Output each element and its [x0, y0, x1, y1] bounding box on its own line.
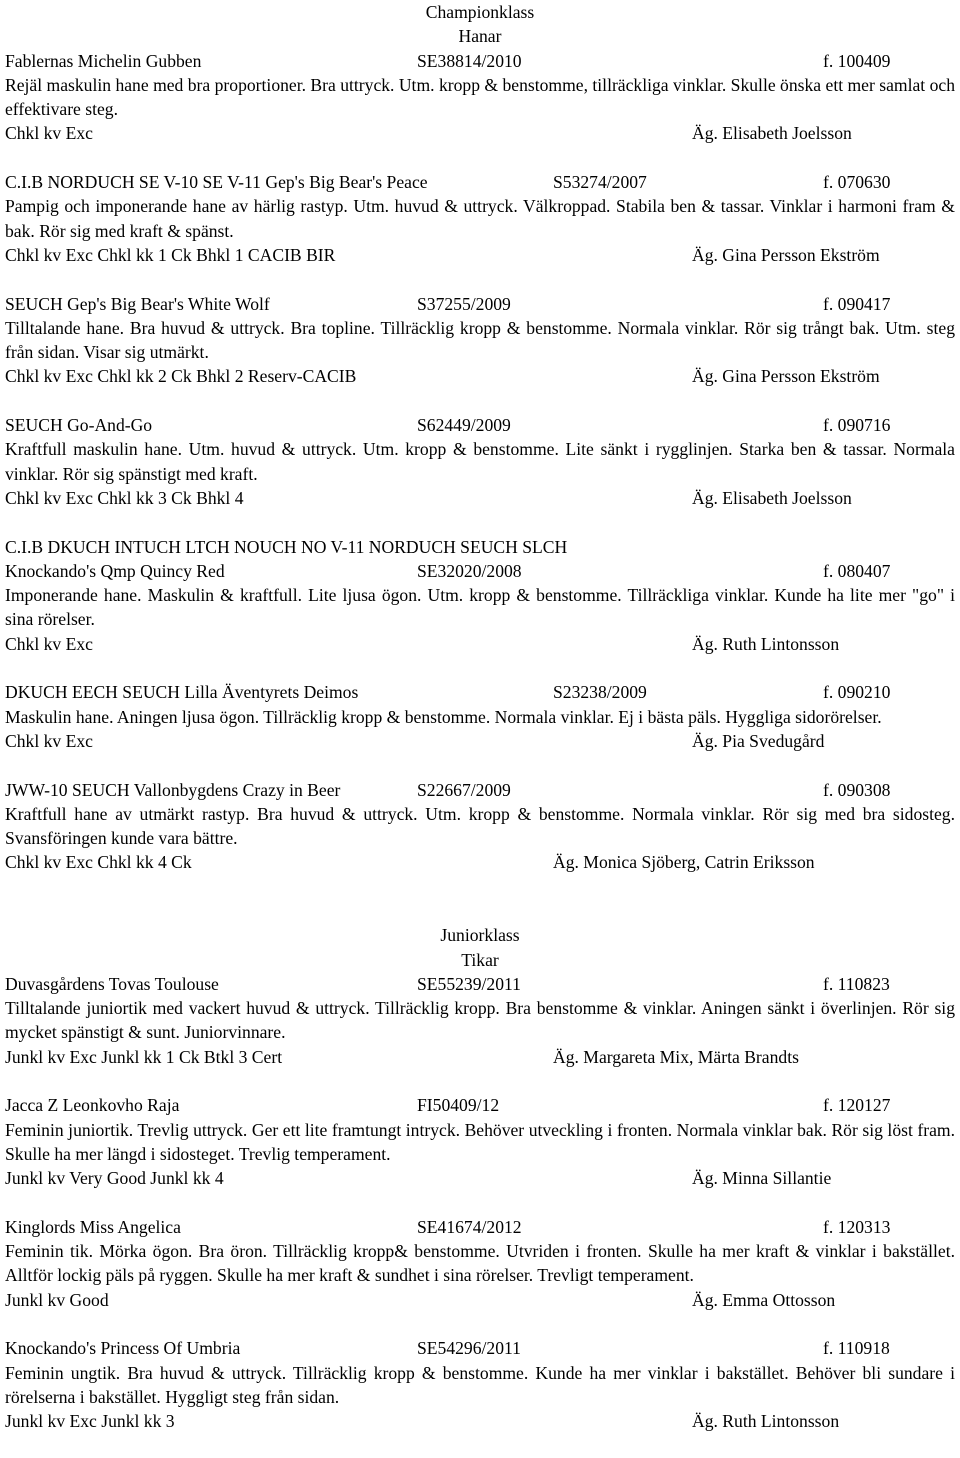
entry-result	[5, 1045, 955, 1069]
result: Chkl kv Exc Chkl kk 1 Ck Bhkl 1 CACIB BIR	[5, 244, 336, 265]
document-page	[5, 0, 955, 1434]
dog-name: Kinglords Miss Angelica	[5, 1216, 181, 1237]
registration-number: S22667/2009	[417, 779, 511, 800]
result: Chkl kv Exc Chkl kk 3 Ck Bhkl 4	[5, 487, 244, 508]
birth-date: f. 070630	[823, 172, 891, 193]
registration-number: SE32020/2008	[417, 560, 522, 581]
registration-number: S62449/2009	[417, 415, 511, 436]
entry-header	[5, 1215, 955, 1239]
critique: Feminin tik. Mörka ögon. Bra öron. Tillräcklig kropp& benstomme. Utvriden i fronten. Skulle ha mer kraft & vinklar i bakstället. Alltför lockig päls på ryggen. Skulle ha mer kraft & sundhet i sina rörelser. Trevligt temperament.	[5, 1241, 955, 1286]
dog-name: Jacca Z Leonkovho Raja	[5, 1095, 180, 1116]
class-title: Championklass	[425, 2, 535, 22]
gender-title: Tikar	[461, 949, 499, 970]
entry-header	[5, 170, 955, 194]
entry-header	[5, 292, 955, 316]
result: Chkl kv Exc Chkl kk 2 Ck Bhkl 2 Reserv-CACIB	[5, 366, 357, 387]
dog-name: SEUCH Go-And-Go	[5, 415, 153, 436]
entry-header	[5, 1336, 955, 1360]
owner: Äg. Elisabeth Joelsson	[692, 487, 852, 508]
registration-number: SE55239/2011	[417, 973, 521, 994]
class-title: Juniorklass	[440, 925, 520, 946]
entry-result	[5, 850, 955, 874]
entry-header	[5, 559, 955, 583]
owner: Äg. Elisabeth Joelsson	[692, 123, 852, 144]
critique: Kraftfull hane av utmärkt rastyp. Bra huvud & uttryck. Utm. kropp & benstomme. Normala vinklar. Rör sig med bra sidosteg. Svansföringen kunde vara bättre.	[5, 803, 955, 849]
registration-number: SE54296/2011	[417, 1338, 521, 1359]
entry-result	[5, 1288, 955, 1312]
dog-name: JWW-10 SEUCH Vallonbygdens Crazy in Beer	[5, 779, 341, 800]
entry-result	[5, 1409, 955, 1433]
result: Junkl kv Exc Junkl kk 1 Ck Btkl 3 Cert	[5, 1046, 283, 1067]
entry-header	[5, 413, 955, 437]
result: Junkl kv Very Good Junkl kk 4	[5, 1168, 224, 1189]
result: Chkl kv Exc	[5, 123, 93, 144]
entry-result	[5, 1166, 955, 1190]
owner: Äg. Ruth Lintonsson	[692, 633, 840, 654]
gender-title: Hanar	[458, 26, 502, 47]
dog-name: Duvasgårdens Tovas Toulouse	[5, 973, 219, 994]
owner: Äg. Emma Ottosson	[692, 1289, 836, 1310]
dog-name: Knockando's Princess Of Umbria	[5, 1338, 241, 1359]
entry-result	[5, 632, 955, 656]
birth-date: f. 120127	[823, 1095, 891, 1116]
entry-result	[5, 243, 955, 267]
registration-number: S37255/2009	[417, 293, 511, 314]
entry-result	[5, 364, 955, 388]
birth-date: f. 100409	[823, 50, 891, 71]
registration-number: SE38814/2010	[417, 50, 522, 71]
entry-header	[5, 1093, 955, 1117]
owner: Äg. Gina Persson Ekström	[692, 366, 880, 387]
entry-header	[5, 778, 955, 802]
dog-titles: C.I.B DKUCH INTUCH LTCH NOUCH NO V-11 NORDUCH SEUCH SLCH	[5, 536, 568, 557]
owner: Äg. Pia Svedugård	[692, 730, 825, 751]
owner: Äg. Minna Sillantie	[692, 1168, 832, 1189]
critique: Feminin juniortik. Trevlig uttryck. Ger ett lite framtungt intryck. Behöver utveckling i fronten. Normala vinklar bak. Rör sig löst fram. Skulle ha mer längd i sidosteget. Trevlig temperament.	[5, 1119, 955, 1164]
entry-header	[5, 972, 955, 996]
owner: Äg. Gina Persson Ekström	[692, 244, 880, 265]
birth-date: f. 110823	[823, 973, 890, 994]
entry-result	[5, 486, 955, 510]
birth-date: f. 090308	[823, 779, 891, 800]
birth-date: f. 080407	[823, 560, 891, 581]
result: Junkl kv Exc Junkl kk 3	[5, 1411, 175, 1432]
birth-date: f. 090716	[823, 415, 891, 436]
critique: Tilltalande juniortik med vackert huvud & uttryck. Tillräcklig kropp. Bra benstomme & vinklar. Aningen sänkt i överlinjen. Rör sig mycket spänstigt & sunt. Juniorvinnare.	[5, 998, 955, 1043]
birth-date: f. 090417	[823, 293, 891, 314]
result: Chkl kv Exc	[5, 730, 93, 751]
critique: Tilltalande hane. Bra huvud & uttryck. Bra topline. Tillräcklig kropp & benstomme. Normala vinklar. Rör sig trångt bak. Utm. steg från sidan. Visar sig utmärkt.	[5, 317, 955, 363]
registration-number: FI50409/12	[417, 1095, 500, 1116]
registration-number: SE41674/2012	[417, 1216, 522, 1237]
entry-header	[5, 680, 955, 704]
critique: Rejäl maskulin hane med bra proportioner. Bra uttryck. Utm. kropp & benstomme, tillräckliga vinklar. Skulle önska ett mer samlat och effektivare steg.	[5, 74, 955, 120]
dog-name: Fablernas Michelin Gubben	[5, 50, 202, 71]
entry-result	[5, 729, 955, 753]
entry-header	[5, 49, 955, 73]
critique: Maskulin hane. Aningen ljusa ögon. Tillräcklig kropp & benstomme. Normala vinklar. Ej i bästa päls. Hyggliga sidorörelser.	[5, 706, 882, 727]
owner: Äg. Monica Sjöberg, Catrin Eriksson	[553, 852, 815, 873]
owner: Äg. Margareta Mix, Märta Brandts	[553, 1046, 799, 1067]
dog-name: C.I.B NORDUCH SE V-10 SE V-11 Gep's Big Bear's Peace	[5, 172, 428, 193]
owner: Äg. Ruth Lintonsson	[692, 1411, 840, 1432]
birth-date: f. 120313	[823, 1216, 891, 1237]
critique: Imponerande hane. Maskulin & kraftfull. Lite ljusa ögon. Utm. kropp & benstomme. Tillräckliga vinklar. Kunde ha lite mer "go" i sina rörelser.	[5, 585, 955, 630]
critique: Kraftfull maskulin hane. Utm. huvud & uttryck. Utm. kropp & benstomme. Lite sänkt i rygglinjen. Starka ben & tassar. Normala vinklar. Rör sig spänstigt med kraft.	[5, 439, 955, 484]
result: Chkl kv Exc	[5, 633, 93, 654]
registration-number: S53274/2007	[553, 172, 647, 193]
dog-name: DKUCH EECH SEUCH Lilla Äventyrets Deimos	[5, 682, 359, 703]
critique: Pampig och imponerande hane av härlig rastyp. Utm. huvud & uttryck. Välkroppad. Stabila ben & tassar. Vinklar i harmoni fram & bak. Rör sig med kraft & spänst.	[5, 196, 955, 241]
critique: Feminin ungtik. Bra huvud & uttryck. Tillräcklig kropp & benstomme. Kunde ha mer vinklar i bakstället. Behöver bli sundare i rörelserna i bakstället. Hyggligt steg från sidan.	[5, 1362, 955, 1407]
dog-name: SEUCH Gep's Big Bear's White Wolf	[5, 293, 270, 314]
birth-date: f. 110918	[823, 1338, 890, 1359]
entry-title-line	[5, 535, 955, 559]
result: Chkl kv Exc Chkl kk 4 Ck	[5, 852, 192, 873]
entry-result	[5, 121, 955, 145]
dog-name: Knockando's Qmp Quincy Red	[5, 560, 225, 581]
registration-number: S23238/2009	[553, 682, 647, 703]
result: Junkl kv Good	[5, 1289, 109, 1310]
birth-date: f. 090210	[823, 682, 891, 703]
